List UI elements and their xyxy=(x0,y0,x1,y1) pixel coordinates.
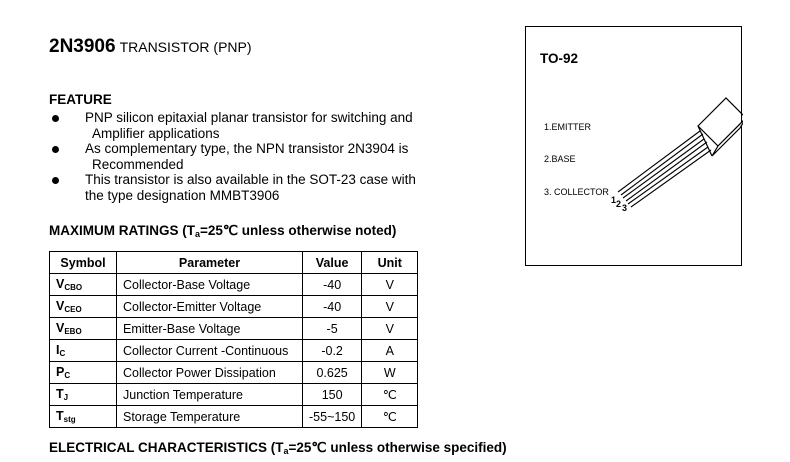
cell-unit: W xyxy=(362,362,418,384)
cell-symbol xyxy=(50,340,117,362)
cell-value: 150 xyxy=(303,384,362,406)
to92-package-drawing xyxy=(526,27,743,267)
part-subtitle: TRANSISTOR (PNP) xyxy=(119,39,252,55)
cell-value: -55~150 xyxy=(303,406,362,428)
symbol-main: V xyxy=(56,321,65,335)
table-row xyxy=(50,274,418,296)
feature-line: Amplifier applications xyxy=(92,125,220,141)
table-row xyxy=(50,340,418,362)
heading-text: MAXIMUM RATINGS (T xyxy=(49,223,195,238)
feature-item xyxy=(49,110,469,141)
symbol-subscript: stg xyxy=(63,415,76,424)
cell-symbol xyxy=(50,362,117,384)
table-row xyxy=(50,406,418,428)
symbol-subscript: CEO xyxy=(64,305,82,314)
feature-line: PNP silicon epitaxial planar transistor for switching and xyxy=(85,110,413,125)
heading-text: ELECTRICAL CHARACTERISTICS (T xyxy=(49,440,284,455)
pin-number: 3 xyxy=(622,203,628,213)
cell-parameter: Emitter-Base Voltage xyxy=(117,318,303,340)
transistor-leads-icon xyxy=(618,131,711,207)
cell-symbol xyxy=(50,384,117,406)
cell-parameter: Collector-Base Voltage xyxy=(117,274,303,296)
feature-item xyxy=(49,172,469,203)
symbol-subscript: J xyxy=(63,393,69,402)
package-diagram xyxy=(525,26,742,266)
table-row xyxy=(50,384,418,406)
symbol-subscript: CBO xyxy=(64,283,83,292)
cell-value: 0.625 xyxy=(303,362,362,384)
feature-line: the type designation MMBT3906 xyxy=(85,187,280,203)
cell-value: -0.2 xyxy=(303,340,362,362)
heading-subscript: a xyxy=(194,229,200,239)
symbol-main: I xyxy=(56,343,60,357)
cell-symbol xyxy=(50,406,117,428)
pin-label-base: 2.BASE xyxy=(544,154,576,164)
bullet-icon xyxy=(52,115,59,122)
column-header-symbol: Symbol xyxy=(50,252,117,274)
pin-number: 2 xyxy=(616,199,622,209)
cell-unit: ℃ xyxy=(362,406,418,428)
cell-parameter: Storage Temperature xyxy=(117,406,303,428)
cell-parameter: Collector Power Dissipation xyxy=(117,362,303,384)
column-header-value: Value xyxy=(303,252,362,274)
max-ratings-table xyxy=(49,251,418,428)
symbol-main: V xyxy=(56,277,65,291)
table-row xyxy=(50,296,418,318)
table-header-row xyxy=(50,252,418,274)
page-title xyxy=(49,36,252,58)
feature-list xyxy=(49,110,469,203)
symbol-main: P xyxy=(56,365,65,379)
cell-unit: V xyxy=(362,274,418,296)
cell-unit: ℃ xyxy=(362,384,418,406)
heading-subscript: a xyxy=(283,446,289,456)
symbol-subscript: C xyxy=(59,349,66,358)
table-row xyxy=(50,362,418,384)
pin-label-collector: 3. COLLECTOR xyxy=(544,187,609,197)
symbol-subscript: EBO xyxy=(64,327,82,336)
feature-item xyxy=(49,141,469,172)
cell-unit: V xyxy=(362,296,418,318)
column-header-unit: Unit xyxy=(362,252,418,274)
pin-label-emitter: 1.EMITTER xyxy=(544,122,592,132)
heading-text: =25℃ unless otherwise noted) xyxy=(200,223,397,238)
column-header-parameter: Parameter xyxy=(117,252,303,274)
cell-value: -40 xyxy=(303,296,362,318)
cell-parameter: Junction Temperature xyxy=(117,384,303,406)
electrical-heading xyxy=(49,440,507,456)
part-number: 2N3906 xyxy=(49,36,116,57)
feature-heading: FEATURE xyxy=(49,92,112,107)
cell-unit: A xyxy=(362,340,418,362)
cell-parameter: Collector-Emitter Voltage xyxy=(117,296,303,318)
package-title: TO-92 xyxy=(540,51,579,66)
cell-unit: V xyxy=(362,318,418,340)
cell-symbol xyxy=(50,274,117,296)
table-row xyxy=(50,318,418,340)
pin-number: 1 xyxy=(611,195,617,205)
symbol-main: T xyxy=(56,387,64,401)
cell-value: -40 xyxy=(303,274,362,296)
bullet-icon xyxy=(52,177,59,184)
feature-line: This transistor is also available in the SOT-23 case with xyxy=(85,172,416,187)
symbol-subscript: C xyxy=(64,371,71,380)
cell-value: -5 xyxy=(303,318,362,340)
cell-parameter: Collector Current -Continuous xyxy=(117,340,303,362)
symbol-main: T xyxy=(56,409,64,423)
max-ratings-heading xyxy=(49,223,396,239)
symbol-main: V xyxy=(56,299,65,313)
cell-symbol xyxy=(50,296,117,318)
feature-line: Recommended xyxy=(92,156,184,172)
cell-symbol xyxy=(50,318,117,340)
heading-text: =25℃ unless otherwise specified) xyxy=(288,440,507,455)
bullet-icon xyxy=(52,146,59,153)
feature-line: As complementary type, the NPN transistor 2N3904 is xyxy=(85,141,409,156)
transistor-body-icon xyxy=(698,98,743,156)
